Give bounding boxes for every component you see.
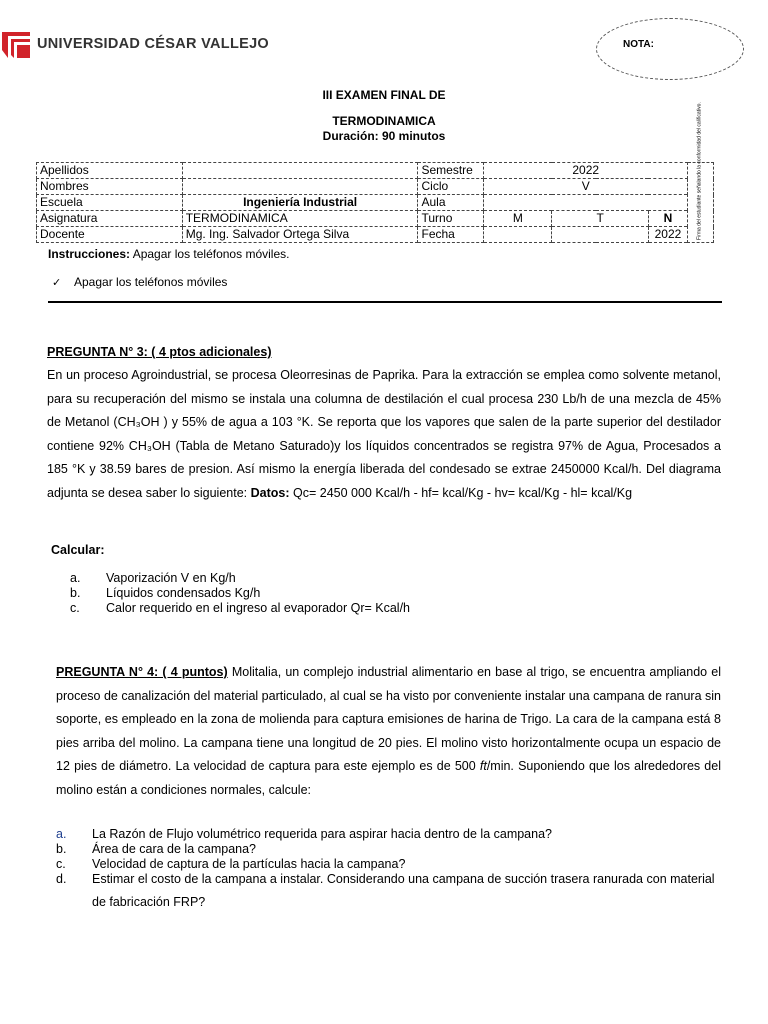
turno-m: M [484,211,552,227]
turno-t: T [552,211,649,227]
label-apellidos: Apellidos [37,163,183,179]
list-item: c. Velocidad de captura de la partículas hacia la campana? [56,857,406,871]
section-divider [48,301,722,303]
label-aula: Aula [418,195,484,211]
list-item: a. La Razón de Flujo volumétrico requerida para aspirar hacia dentro de la campana? [56,827,552,841]
label-escuela: Escuela [37,195,183,211]
instructions-text: Apagar los teléfonos móviles. [130,247,290,261]
q3-datos-label: Datos: [250,485,290,500]
value-semestre: 2022 [484,163,687,179]
instructions-label: Instrucciones: [48,247,131,261]
exam-duration: Duración: 90 minutos [322,129,446,143]
q3-body-text: En un proceso Agroindustrial, se procesa Oleorresinas de Paprika. Para la extracción se emplea como solvente metanol, para su recuperación del mismo se instala una columna de destilación el cual procesa 230 Lb/h de una mezcla de 45% de Metanol (CH₃OH ) y 55% de agua a 103 °K. Se reporta que los vapores que salen de la parte superior del destilador contiene 92% CH₃OH (Tabla de Metano Saturado)y los líquidos concentrados se registra 97% de Agua, Procesados a 185 °K y 38.59 bares de presion. Así mismo la energía liberada del condesado se extrae 2450000 Kcal/h. Del diagrama adjunta se desea saber lo siguiente: [47,368,721,500]
q4-body-text: Molitalia, un complejo industrial alimentario en base al trigo, se encuentra ampliando el proceso de canalización del material particulado, al cual se ha visto por conveniente instalar una campana de ranura sin soporte, es empleado en la zona de molienda para captura emisiones de harina de Trigo. La cara de la campana está 8 pies arriba del molino. La campana tiene una longitud de 20 pies. El molino visto horizontalmente ocupa un espacio de 12 pies de diámetro. La velocidad de captura para este ejemplo es de 500 [56,665,721,773]
university-logo [0,26,269,62]
course-title: TERMODINAMICA [332,114,436,128]
instructions [48,247,289,261]
label-nombres: Nombres [37,179,183,195]
q4-item-list [56,827,721,914]
grade-oval [596,18,744,80]
label-asignatura: Asignatura [37,211,183,227]
exam-title: III EXAMEN FINAL DE [322,88,446,102]
value-docente: Mg. Ing. Salvador Ortega Silva [182,227,418,243]
label-turno: Turno [418,211,484,227]
label-ciclo: Ciclo [418,179,484,195]
list-item: b. Líquidos condensados Kg/h [70,586,261,600]
field-fecha-month[interactable] [552,227,649,243]
instructions-bullet-text: Apagar los teléfonos móviles [74,275,228,289]
label-docente: Docente [37,227,183,243]
field-aula[interactable] [484,195,687,211]
label-fecha: Fecha [418,227,484,243]
turno-n: N [648,211,687,227]
grade-label: NOTA: [623,39,654,50]
field-nombres[interactable] [182,179,418,195]
q4-body-italic: ft [479,759,487,773]
university-name: UNIVERSIDAD CÉSAR VALLEJO [37,36,270,52]
list-item: a. Vaporización V en Kg/h [70,571,236,585]
value-escuela: Ingeniería Industrial [182,195,418,211]
q3-datos-text: Qc= 2450 000 Kcal/h - hf= kcal/Kg - hv= kcal/Kg - hl= kcal/Kg [289,485,633,500]
q3-calcular-label: Calcular: [51,543,105,557]
value-ciclo: V [484,179,687,195]
signature-note: Firma del estudiante señalando la conformidad del calificativo. [687,163,713,243]
q3-item-list [70,571,410,616]
ucv-shield-icon [0,28,32,60]
list-item: b. Área de cara de la campana? [56,842,256,856]
list-item: d. Estimar el costo de la campana a instalar. Considerando una campana de succión trasera ranurada con material de fabricación FRP? [56,872,715,909]
value-fecha-year: 2022 [648,227,687,243]
list-item: c. Calor requerido en el ingreso al evaporador Qr= Kcal/h [70,601,410,615]
q4-body [56,661,721,802]
q3-heading: PREGUNTA N° 3: ( 4 ptos adicionales) [47,345,272,359]
q4-body-text-end: /min. Suponiendo que los alrededores del molino están a condiciones normales, calcule: [56,759,721,797]
field-apellidos[interactable] [182,163,418,179]
check-icon: ✓ [52,276,62,289]
value-asignatura: TERMODINAMICA [182,211,418,227]
q3-body [47,364,721,505]
label-semestre: Semestre [418,163,484,179]
q4-heading: PREGUNTA N° 4: ( 4 puntos) [56,665,228,679]
instructions-bullet [52,275,227,289]
field-fecha-day[interactable] [484,227,552,243]
